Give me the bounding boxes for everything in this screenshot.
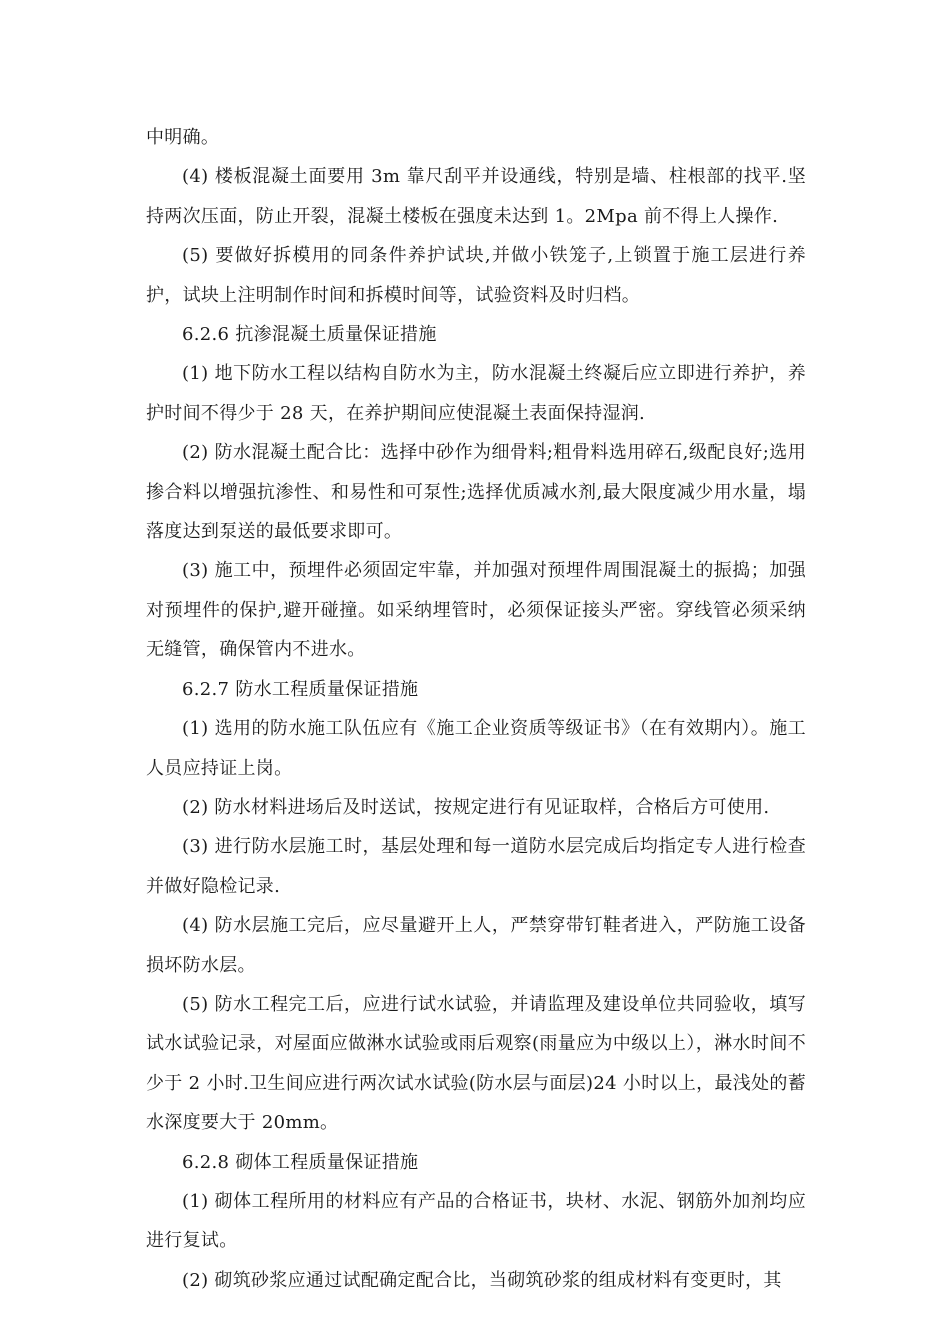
section-heading-6-2-6: 6.2.6 抗渗混凝土质量保证措施 (182, 324, 437, 346)
paragraph: (5) 防水工程完工后，应进行试水试验，并请监理及建设单位共同验收，填写试水试验记录，对屋面应做淋水试验或雨后观察(雨量应为中级以上），淋水时间不少于 2 小时.卫生间应进行两次试水试验(防水层与面层)24 小时以上，最浅处的蓄水深度要大于 20mm。 (146, 993, 806, 1134)
paragraph: (2) 防水混凝土配合比：选择中砂作为细骨料;粗骨料选用碎石,级配良好;选用掺合料以增强抗渗性、和易性和可泵性;选择优质减水剂,最大限度减少用水量，塌落度达到泵送的最低要求即可。 (146, 442, 806, 543)
paragraph: (1) 地下防水工程以结构自防水为主，防水混凝土终凝后应立即进行养护，养护时间不得少于 28 天，在养护期间应使混凝土表面保持湿润. (146, 363, 806, 424)
continuation-text: 中明确。 (146, 127, 220, 148)
section-heading-6-2-8: 6.2.8 砌体工程质量保证措施 (182, 1151, 419, 1173)
paragraph: (2) 砌筑砂浆应通过试配确定配合比，当砌筑砂浆的组成材料有变更时，其 (182, 1269, 782, 1291)
paragraph: (5) 要做好拆模用的同条件养护试块,并做小铁笼子,上锁置于施工层进行养护，试块上注明制作时间和拆模时间等，试验资料及时归档。 (146, 245, 806, 306)
paragraph: (1) 砌体工程所用的材料应有产品的合格证书，块材、水泥、钢筋外加剂均应进行复试。 (146, 1190, 806, 1252)
paragraph: (1) 选用的防水施工队伍应有《施工企业资质等级证书》（在有效期内）。施工人员应持证上岗。 (146, 718, 806, 779)
section-heading-6-2-7: 6.2.7 防水工程质量保证措施 (182, 678, 419, 700)
document-page (146, 118, 806, 1300)
paragraph: (3) 进行防水层施工时，基层处理和每一道防水层完成后均指定专人进行检查并做好隐检记录. (146, 836, 806, 897)
paragraph: (3) 施工中，预埋件必须固定牢靠，并加强对预埋件周围混凝土的振捣；加强对预埋件的保护,避开碰撞。如采纳埋管时，必须保证接头严密。穿线管必须采纳无缝管，确保管内不进水。 (146, 560, 806, 661)
paragraph: (4) 防水层施工完后，应尽量避开上人，严禁穿带钉鞋者进入，严防施工设备损坏防水层。 (146, 915, 806, 976)
paragraph: (4) 楼板混凝土面要用 3m 靠尺刮平并设通线，特别是墙、柱根部的找平.坚持两次压面，防止开裂，混凝土楼板在强度未达到 1。2Mpa 前不得上人操作. (146, 166, 806, 227)
paragraph: (2) 防水材料进场后及时送试，按规定进行有见证取样，合格后方可使用. (182, 796, 770, 818)
